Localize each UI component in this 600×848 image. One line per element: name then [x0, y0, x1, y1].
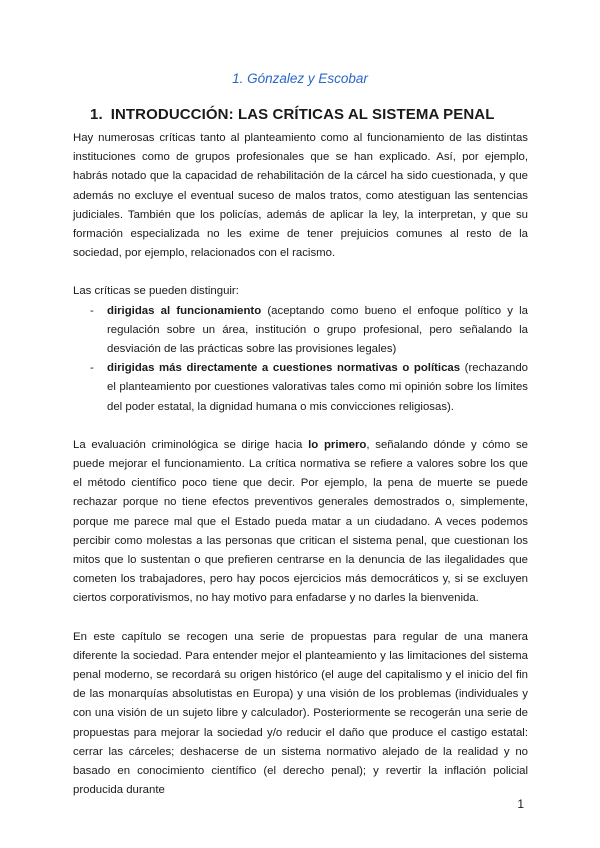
section-number: 1.: [90, 106, 103, 123]
paragraph-intro: Las críticas se pueden distinguir:: [73, 285, 239, 298]
list-item-text: (aceptando como bueno el enfoque político y la regulación sobre un área, institución o grupo profesional, pero señalando la desviación de las prácticas sobre las provisiones legales): [107, 304, 528, 356]
paragraph: En este capítulo se recogen una serie de propuestas para regular de una manera diferente la sociedad. Para entender mejor el planteamiento y las limitaciones del sistema penal moderno, se recordará su origen histórico (el auge del capitalismo y el inicio del fin de las monarquías absolutistas en Europa) y una visión de los problemas (individuales y con una visión de un sujeto libre y calculador). Posteriormente se recogerán una serie de propuestas para mejorar la sociedad y/o reducir el daño que produce el castigo estatal: cerrar las cárceles; deshacerse de un sistema normativo alejado de la realidad y no basado en conocimiento científico (el derecho penal); y revertir la inflación policial producida durante: [73, 630, 528, 797]
paragraph-text: La evaluación criminológica se dirige hacia: [73, 438, 309, 451]
page-number: 1: [517, 797, 524, 811]
criteria-list: [73, 302, 528, 417]
list-dash: -: [90, 362, 94, 375]
list-item-text: (rechazando el planteamiento por cuestiones valorativas tales como mi opinión sobre los límites del poder estatal, la dignidad humana o mis convicciones religiosas).: [107, 362, 528, 413]
list-item: [73, 302, 528, 360]
paragraph: Hay numerosas críticas tanto al planteamiento como al funcionamiento de las distintas instituciones como de grupos profesionales que se han explicado. Así, por ejemplo, habrás notado que la capacidad de rehabilitación de la cárcel ha sido cuestionada, y que además no excluye el eventual suceso de malos tratos, como atestiguan las sentencias judiciales. También que los policías, además de aplicar la ley, la interpretan, y que su formación especializada no les exime de tener prejuicios comunes al resto de la sociedad, por ejemplo, relacionados con el racismo.: [73, 132, 528, 260]
list-item-bold: dirigidas al funcionamiento: [107, 304, 262, 317]
paragraph-gap: [73, 263, 528, 282]
list-dash: -: [90, 304, 94, 317]
running-header: 1. Gónzalez y Escobar: [232, 71, 368, 86]
body-text: [73, 129, 528, 801]
paragraph-text: , señalando dónde y cómo se puede mejorar el funcionamiento. La crítica normativa se refiere a valores sobre los que el método científico poco tiene que decir. Por ejemplo, la pena de muerte se puede rechazar porque no tiene efectos preventivos generales demostrados o, simplemente, porque me parece mal que el Estado pueda matar a un ciudadano. A veces podemos percibir como molestas a las personas que critican el sistema penal, que cuestionan los mitos que lo sustentan o que prefieren centrarse en la denuncia de las ilegalidades que cometen los trabajadores, pero hay pocos ejercicios más democráticos y, si se excluyen ciertos corporativismos, no hay motivo para enfadarse y no darles la bienvenida.: [73, 438, 528, 605]
paragraph: [73, 436, 528, 609]
section-title: [90, 106, 494, 123]
list-item: [73, 359, 528, 417]
paragraph-gap: [73, 609, 528, 628]
list-item-bold: dirigidas más directamente a cuestiones normativas o políticas: [107, 362, 461, 375]
paragraph-gap: [73, 417, 528, 436]
paragraph-bold: lo primero: [308, 438, 367, 451]
section-title-text: INTRODUCCIÓN: LAS CRÍTICAS AL SISTEMA PENAL: [110, 106, 495, 123]
